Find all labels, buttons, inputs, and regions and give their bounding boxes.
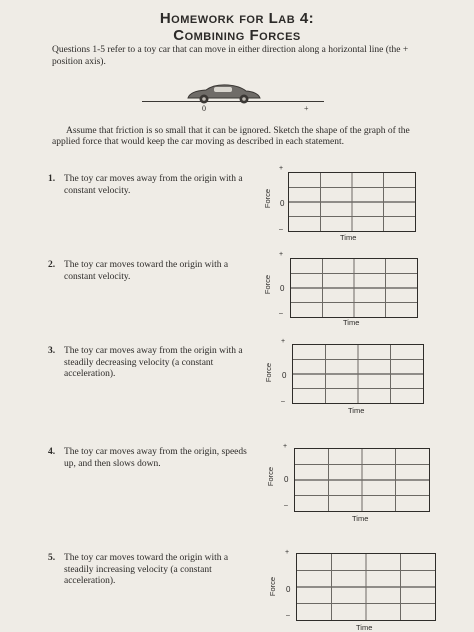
question-text: The toy car moves away from the origin with a constant velocity. — [64, 174, 243, 196]
question-number: 2. — [48, 260, 56, 270]
time-axis-label: Time — [356, 623, 373, 632]
answer-graph-4[interactable] — [294, 448, 430, 512]
zero-label: 0 — [280, 284, 285, 293]
force-axis-label: Force — [263, 274, 273, 295]
question-4 — [48, 447, 258, 470]
force-axis-label: Force — [266, 466, 276, 487]
minus-sign: – — [279, 226, 283, 233]
plus-label: + — [304, 104, 309, 113]
time-axis-label: Time — [340, 233, 357, 242]
page-subtitle: Combining Forces — [173, 27, 301, 44]
zero-label: 0 — [286, 585, 291, 594]
minus-sign: – — [284, 502, 288, 509]
question-3 — [48, 346, 258, 381]
question-text: The toy car moves away from the origin with a steadily decreasing velocity (a constant acceleration). — [64, 346, 243, 379]
time-axis-label: Time — [352, 514, 369, 523]
answer-graph-2[interactable] — [290, 258, 418, 318]
plus-sign: + — [279, 165, 284, 172]
plus-sign: + — [283, 443, 288, 450]
origin-label: 0 — [202, 104, 206, 113]
minus-sign: – — [286, 612, 290, 619]
question-1 — [48, 174, 258, 197]
time-axis-label: Time — [348, 406, 365, 415]
force-axis-label: Force — [263, 188, 273, 209]
answer-graph-1[interactable] — [288, 172, 416, 232]
answer-graph-5[interactable] — [296, 553, 436, 621]
plus-sign: + — [279, 251, 284, 258]
minus-sign: – — [281, 398, 285, 405]
zero-label: 0 — [282, 371, 287, 380]
minus-sign: – — [279, 310, 283, 317]
instructions-text: Assume that friction is so small that it can be ignored. Sketch the shape of the graph of the applied force that would keep the car moving as described in each statement. — [52, 126, 410, 147]
question-text: The toy car moves toward the origin with a steadily increasing velocity (a constant acceleration). — [64, 553, 229, 586]
question-2 — [48, 260, 258, 283]
zero-label: 0 — [284, 475, 289, 484]
question-5 — [48, 553, 258, 588]
question-number: 4. — [48, 447, 56, 457]
force-axis-label: Force — [264, 362, 274, 383]
plus-sign: + — [285, 549, 290, 556]
question-number: 3. — [48, 346, 56, 356]
answer-graph-3[interactable] — [292, 344, 424, 404]
page-title: Homework for Lab 4: — [159, 10, 315, 27]
plus-sign: + — [281, 338, 286, 345]
zero-label: 0 — [280, 199, 285, 208]
force-axis-label: Force — [268, 576, 278, 597]
question-number: 5. — [48, 553, 56, 563]
toy-car-icon — [184, 83, 264, 105]
intro-text: Questions 1-5 refer to a toy car that can move in either direction along a horizontal line (the + position axis). — [52, 45, 409, 67]
question-number: 1. — [48, 174, 56, 184]
question-text: The toy car moves away from the origin, speeds up, and then slows down. — [64, 447, 247, 469]
time-axis-label: Time — [343, 318, 360, 327]
question-text: The toy car moves toward the origin with a constant velocity. — [64, 260, 229, 282]
